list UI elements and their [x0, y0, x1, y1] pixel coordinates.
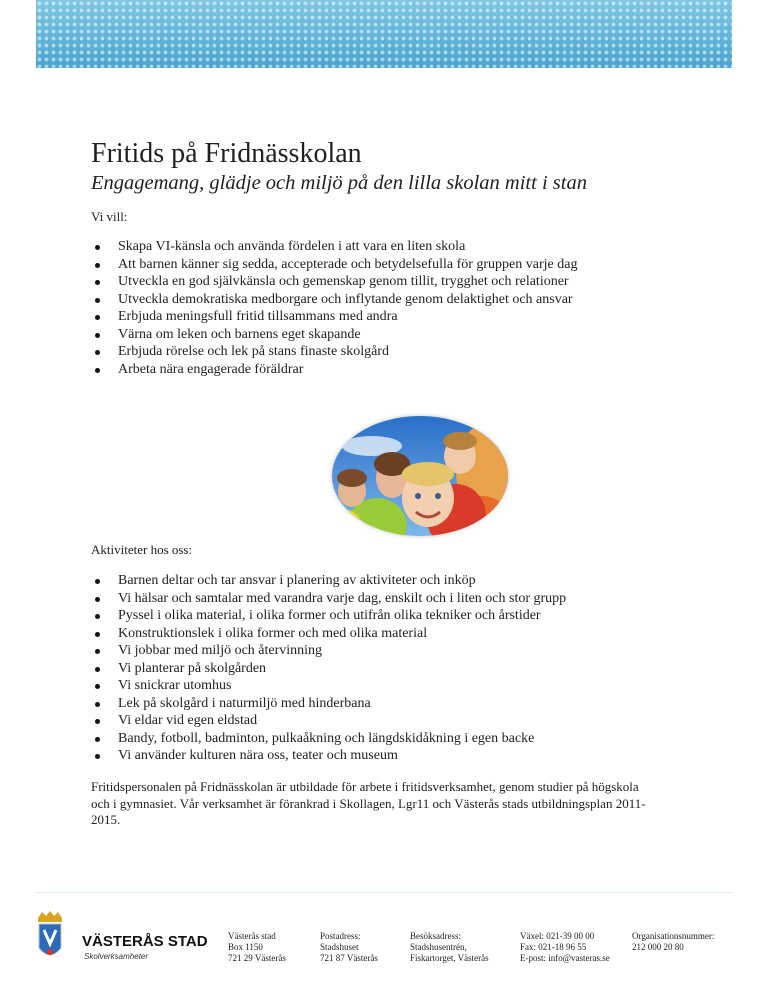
- footer-col-postal: Postadress: Stadshuset 721 87 Västerås: [320, 931, 378, 963]
- children-photo-illustration: [332, 416, 508, 536]
- list-item: Utveckla demokratiska medborgare och inflytande genom delaktighet och ansvar: [91, 291, 577, 309]
- section-label-aktiviteter: Aktiviteter hos oss:: [91, 542, 193, 557]
- list-item: Att barnen känner sig sedda, accepterade och betydelsefulla för gruppen varje dag: [91, 256, 577, 274]
- list-item: Barnen deltar och tar ansvar i planering av aktiviteter och inköp: [91, 572, 566, 590]
- coat-of-arms-icon: [36, 910, 216, 970]
- list-item: Bandy, fotboll, badminton, pulkaåkning och längdskidåkning i egen backe: [91, 730, 566, 748]
- list-item: Vi jobbar med miljö och återvinning: [91, 642, 566, 660]
- vasteras-stad-logo: [36, 910, 216, 970]
- list-item: Vi använder kulturen nära oss, teater och museum: [91, 747, 566, 765]
- list-item: Skapa VI-känsla och använda fördelen i att vara en liten skola: [91, 238, 577, 256]
- footer-divider: [36, 892, 732, 893]
- bullet-icon: [95, 719, 100, 724]
- list-item: Vi planterar på skolgården: [91, 660, 566, 678]
- list-item: Utveckla en god självkänsla och gemenskap genom tillit, trygghet och relationer: [91, 273, 577, 291]
- bullet-icon: [95, 368, 100, 373]
- staff-paragraph: Fritidspersonalen på Fridnässkolan är utbildade för arbete i fritidsverksamhet, genom studier på högskola och i gymnasiet. Vår verksamhet är förankrad i Skollagen, Lgr11 och Västerås stads utbildningsplan 2011-2015.: [91, 779, 646, 827]
- page-title: Fritids på Fridnässkolan: [91, 138, 362, 169]
- activities-list: [91, 572, 566, 765]
- bullet-icon: [95, 263, 100, 268]
- footer-col-contact: Växel: 021-39 00 00 Fax: 021-18 96 55 E-post: info@vasteras.se: [520, 931, 610, 963]
- children-photo: [332, 416, 508, 536]
- list-item: Vi snickrar utomhus: [91, 677, 566, 695]
- list-item: Pyssel i olika material, i olika former och utifrån olika tekniker och årstider: [91, 607, 566, 625]
- bullet-icon: [95, 614, 100, 619]
- footer-col-address: Västerås stad Box 1150 721 29 Västerås: [228, 931, 286, 963]
- list-item: Vi hälsar och samtalar med varandra varje dag, enskilt och i liten och stor grupp: [91, 590, 566, 608]
- bullet-icon: [95, 350, 100, 355]
- bullet-icon: [95, 597, 100, 602]
- bullet-icon: [95, 315, 100, 320]
- bullet-icon: [95, 245, 100, 250]
- svg-text:VÄSTERÅS STAD: VÄSTERÅS STAD: [82, 933, 208, 950]
- list-item: Arbeta nära engagerade föräldrar: [91, 361, 577, 379]
- svg-text:Skolverksamheter: Skolverksamheter: [84, 952, 149, 961]
- list-item: Konstruktionslek i olika former och med olika material: [91, 625, 566, 643]
- bullet-icon: [95, 754, 100, 759]
- footer-col-org: Organisationsnummer: 212 000 20 80: [632, 931, 715, 952]
- footer-col-visit: Besöksadress: Stadshusentrén, Fiskartorget, Västerås: [410, 931, 489, 963]
- list-item: Erbjuda rörelse och lek på stans finaste skolgård: [91, 343, 577, 361]
- list-item: Vi eldar vid egen eldstad: [91, 712, 566, 730]
- list-item: Lek på skolgård i naturmiljö med hinderbana: [91, 695, 566, 713]
- bullet-icon: [95, 280, 100, 285]
- list-item: Värna om leken och barnens eget skapande: [91, 326, 577, 344]
- bullet-icon: [95, 632, 100, 637]
- list-item: Erbjuda meningsfull fritid tillsammans med andra: [91, 308, 577, 326]
- bullet-icon: [95, 579, 100, 584]
- bullet-icon: [95, 737, 100, 742]
- bullet-icon: [95, 333, 100, 338]
- bullet-icon: [95, 702, 100, 707]
- header-banner: [36, 0, 732, 68]
- bullet-icon: [95, 684, 100, 689]
- bullet-icon: [95, 649, 100, 654]
- page-subtitle: Engagemang, glädje och miljö på den lilla skolan mitt i stan: [91, 172, 587, 194]
- bullet-icon: [95, 298, 100, 303]
- section-label-vi-vill: Vi vill:: [91, 209, 128, 224]
- goals-list: [91, 238, 577, 378]
- bullet-icon: [95, 667, 100, 672]
